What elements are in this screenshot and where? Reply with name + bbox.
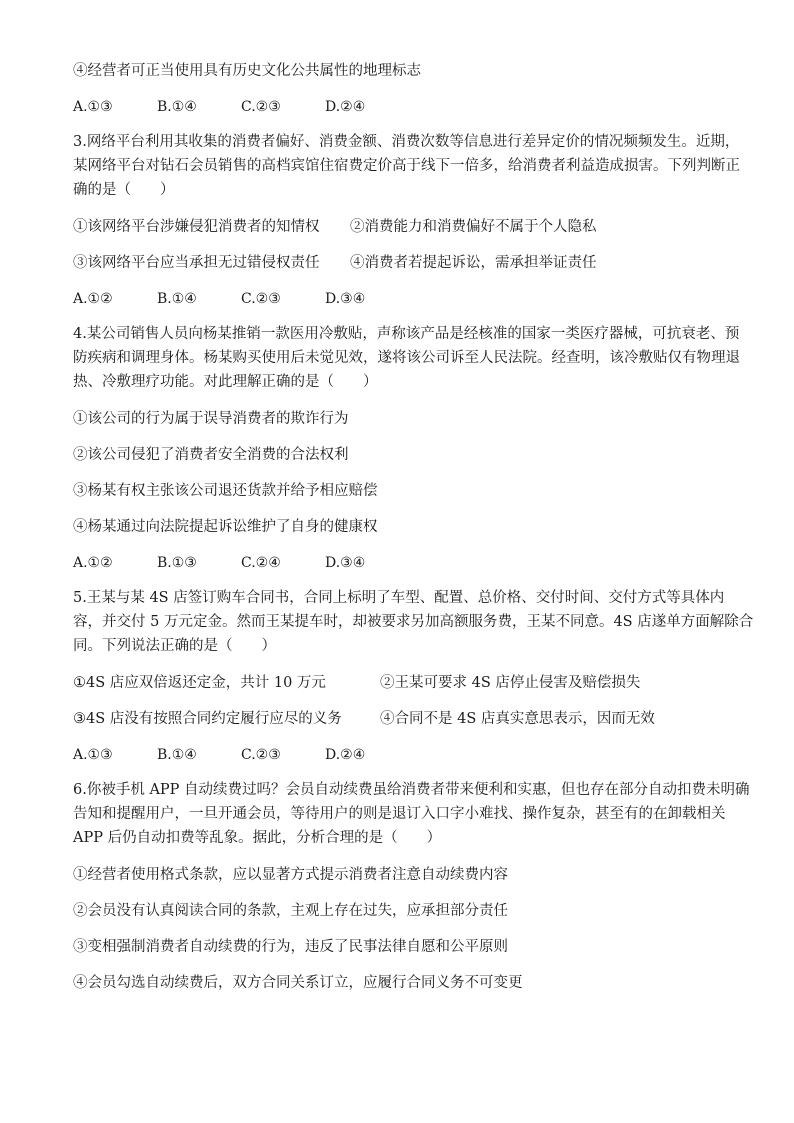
q5-stem-line: 同。下列说法正确的是（ ）: [73, 638, 276, 654]
q2-option-c[interactable]: C.②③: [241, 99, 281, 115]
q3-statement-2: ②消费能力和消费偏好不属于个人隐私: [350, 219, 597, 235]
q3-stem-line: 确的是（ ）: [73, 182, 175, 198]
q6-stem: [73, 778, 750, 850]
q5-statements-row: [73, 672, 734, 694]
q5-statement-3: ③4S 店没有按照合同约定履行应尽的义务: [73, 711, 342, 727]
q2-option-a[interactable]: A.①③: [73, 99, 113, 115]
q5-stem: [73, 586, 754, 658]
q2-options: [73, 96, 734, 118]
q6-stem-line: APP 后仍自动扣费等乱象。据此，分析合理的是（ ）: [73, 830, 442, 846]
q6-statement-3: ③变相强制消费者自动续费的行为，违反了民事法律自愿和公平原则: [73, 939, 508, 955]
q4-stem: [73, 322, 740, 394]
q2-option-d[interactable]: D.②④: [325, 99, 366, 115]
q3-statement-4: ④消费者若提起诉讼，需承担举证责任: [350, 255, 597, 271]
q3-option-b[interactable]: B.①④: [157, 291, 197, 307]
q5-option-b[interactable]: B.①④: [157, 747, 197, 763]
q3-stem-line: 3.网络平台利用其收集的消费者偏好、消费金额、消费次数等信息进行差异定价的情况频频发生。近期，: [73, 134, 740, 150]
q6-stem-line: 6.你被手机 APP 自动续费过吗？会员自动续费虽给消费者带来便利和实惠，但也存在部分自动扣费未明确: [73, 782, 750, 798]
q5-stem-line: 容，并交付 5 万元定金。然而王某提车时，却被要求另加高额服务费，王某不同意。4S 店遂单方面解除合: [73, 614, 754, 630]
q4-stem-line: 4.某公司销售人员向杨某推销一款医用冷敷贴，声称该产品是经核准的国家一类医疗器械，可抗衰老、预: [73, 326, 740, 342]
q4-option-a[interactable]: A.①②: [73, 555, 113, 571]
q5-stem-line: 5.王某与某 4S 店签订购车合同书，合同上标明了车型、配置、总价格、交付时间、交付方式等具体内: [73, 590, 725, 606]
q4-stem-line: 热、冷敷理疗功能。对此理解正确的是（ ）: [73, 374, 378, 390]
q5-option-a[interactable]: A.①③: [73, 747, 113, 763]
q2-option-b[interactable]: B.①④: [157, 99, 197, 115]
q4-option-b[interactable]: B.①③: [157, 555, 197, 571]
q3-option-c[interactable]: C.②③: [241, 291, 281, 307]
q4-statement-1: ①该公司的行为属于误导消费者的欺诈行为: [73, 411, 349, 427]
q3-statements-row: [73, 216, 734, 238]
q5-option-c[interactable]: C.②③: [241, 747, 281, 763]
q4-statement-4: ④杨某通过向法院提起诉讼维护了自身的健康权: [73, 519, 378, 535]
q4-option-c[interactable]: C.②④: [241, 555, 281, 571]
q5-option-d[interactable]: D.②④: [325, 747, 366, 763]
q4-stem-line: 防疾病和调理身体。杨某购买使用后未觉见效，遂将该公司诉至人民法院。经查明，该冷敷贴仅有物理退: [73, 350, 740, 366]
q5-statements-row: [73, 708, 734, 730]
q3-stem-line: 某网络平台对钻石会员销售的高档宾馆住宿费定价高于线下一倍多，给消费者利益造成损害。下列判断正: [73, 158, 740, 174]
q5-statement-1: ①4S 店应双倍返还定金，共计 10 万元: [73, 675, 326, 691]
q3-statement-3: ③该网络平台应当承担无过错侵权责任: [73, 255, 320, 271]
q6-statement-1: ①经营者使用格式条款，应以显著方式提示消费者注意自动续费内容: [73, 867, 508, 883]
q2-statement-4: ④经营者可正当使用具有历史文化公共属性的地理标志: [73, 63, 421, 79]
q4-statement-2: ②该公司侵犯了消费者安全消费的合法权利: [73, 447, 349, 463]
q3-options: [73, 288, 734, 310]
q3-statements-row: [73, 252, 734, 274]
q5-statement-4: ④合同不是 4S 店真实意思表示，因而无效: [380, 711, 655, 727]
q6-stem-line: 告知和提醒用户，一旦开通会员，等待用户的则是退订入口字小难找、操作复杂，甚至有的在卸载相关: [73, 806, 726, 822]
q3-option-d[interactable]: D.③④: [325, 291, 366, 307]
q5-statement-2: ②王某可要求 4S 店停止侵害及赔偿损失: [380, 675, 641, 691]
q4-statement-3: ③杨某有权主张该公司退还货款并给予相应赔偿: [73, 483, 378, 499]
q3-option-a[interactable]: A.①②: [73, 291, 113, 307]
q6-statement-4: ④会员勾选自动续费后，双方合同关系订立，应履行合同义务不可变更: [73, 975, 523, 991]
q3-stem: [73, 130, 740, 202]
q4-options: [73, 552, 734, 574]
q6-statement-2: ②会员没有认真阅读合同的条款，主观上存在过失，应承担部分责任: [73, 903, 508, 919]
q4-option-d[interactable]: D.③④: [325, 555, 366, 571]
q3-statement-1: ①该网络平台涉嫌侵犯消费者的知情权: [73, 219, 320, 235]
q5-options: [73, 744, 734, 766]
